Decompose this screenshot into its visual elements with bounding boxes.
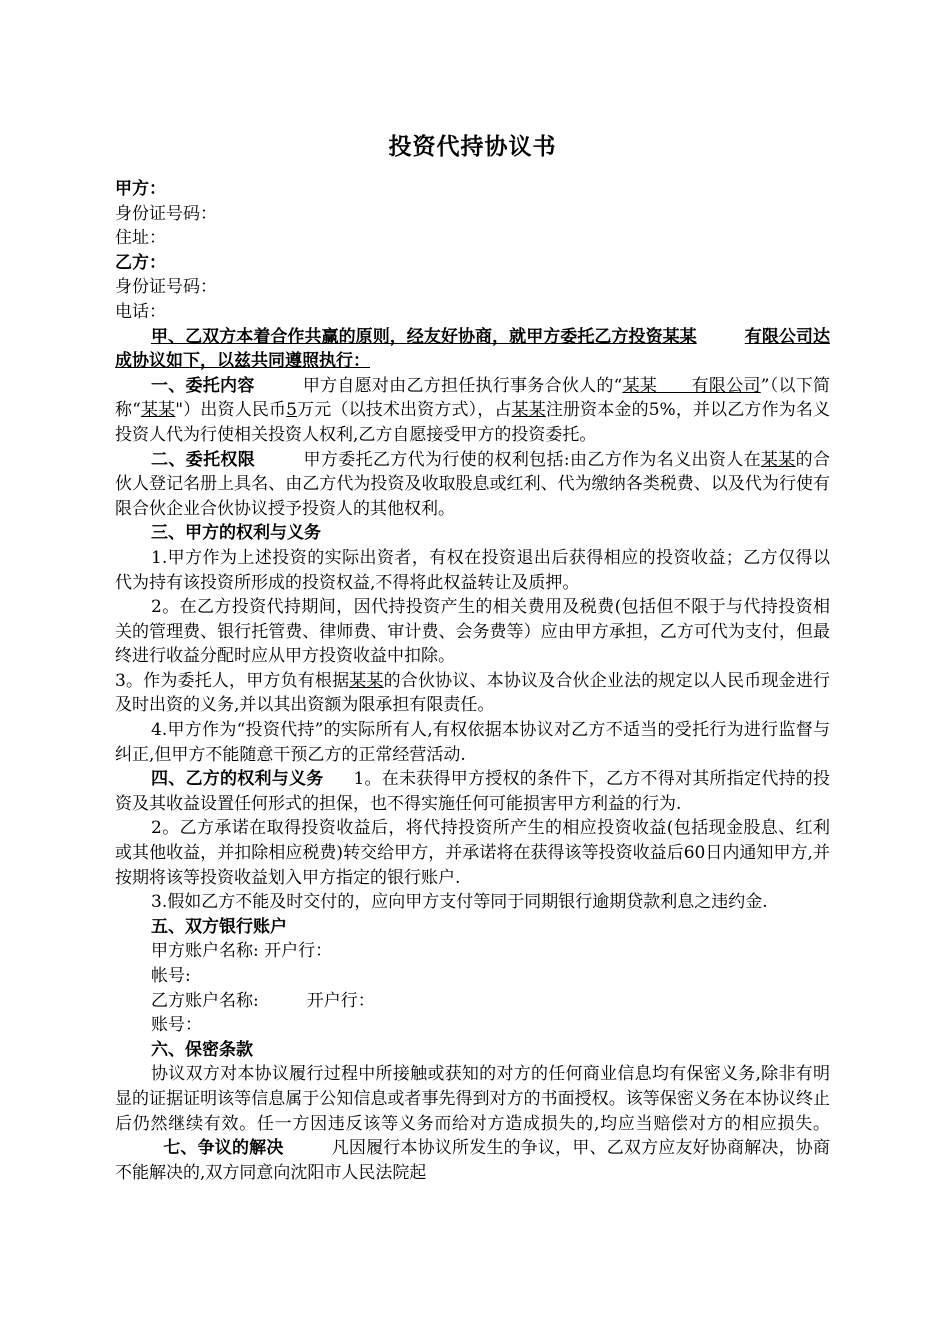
section-1-text: 注册资本金的5%，并以乙方作为名义投资人代为行使相关投资人权利,乙方自愿接受甲方的投资委托。 xyxy=(115,400,831,445)
section-3-item-3-text: 3。作为委托人，甲方负有根据 xyxy=(115,670,350,691)
party-a-account-line xyxy=(115,939,830,964)
section-1-heading: 一、委托内容 xyxy=(151,375,255,396)
party-a-bank-label: 开户行： xyxy=(264,941,333,962)
section-3-heading: 三、甲方的权利与义务 xyxy=(151,523,321,544)
party-a-id-label: 身份证号码： xyxy=(115,203,217,224)
party-b-bank-label: 开户行： xyxy=(306,990,375,1011)
document-title: 投资代持协议书 xyxy=(388,134,557,160)
section-6-and-7 xyxy=(115,1062,830,1185)
section-4 xyxy=(115,767,830,816)
company-short-name: 某某 xyxy=(511,400,546,421)
company-short-name: 某某 xyxy=(140,400,176,421)
section-1 xyxy=(115,374,830,448)
party-a-account-name-label: 甲方账户名称: xyxy=(151,941,259,962)
party-b-account-name-label: 乙方账户名称: xyxy=(151,990,259,1011)
section-3-item-3 xyxy=(115,669,830,718)
preamble-text-2: 有限公司达成协议如下，以兹共同遵照执行： xyxy=(115,326,831,372)
section-3-item-2: 2。在乙方投资代持期间，因代持投资产生的相关费用及税费(包括但不限于与代持投资相关的管理费、银行托管费、律师费、审计费、会务费等）应由甲方承担，乙方可代为支付，但最终进行收益分配时应从甲方投资收益中扣除。 xyxy=(115,597,830,667)
section-3-item-1: 1.甲方作为上述投资的实际出资者，有权在投资退出后获得相应的投资收益；乙方仅得以代为持有该投资所形成的投资权益,不得将此权益转让及质押。 xyxy=(115,547,830,593)
section-3-item-3-text: 的合伙协议、本协议及合伙企业法的规定以人民币现金进行及时出资的义务,并以其出资额为限承担有限责任。 xyxy=(115,670,830,716)
section-2 xyxy=(115,448,830,522)
section-4-heading: 四、乙方的权利与义务 xyxy=(151,769,324,790)
section-2-text: 的合伙人登记名册上具名、由乙方代为投资及收取股息或红利、代为缴纳各类税费、以及代为行使有限合伙企业合伙协议授予投资人的其他权利。 xyxy=(115,449,830,519)
section-4-item-2: 2。乙方承诺在取得投资收益后，将代持投资所产生的相应投资收益(包括现金股息、红利或其他收益，并扣除相应税费)转交给甲方，并承诺将在获得该等投资收益后60日内通知甲方,并按期将该等投资收益划入甲方指定的银行账户. xyxy=(115,818,830,888)
party-b-label: 乙方： xyxy=(115,252,166,273)
section-3-item-4: 4.甲方作为“投资代持”的实际所有人,有权依据本协议对乙方不适当的受托行为进行监督与纠正,但甲方不能随意干预乙方的正常经营活动. xyxy=(115,720,830,765)
company-name: 某某 有限公司 xyxy=(622,375,761,396)
party-a-account-number-label: 帐号: xyxy=(151,966,191,986)
section-4-item-1: 1。在未获得甲方授权的条件下，乙方不得对其所指定代持的投资及其收益设置任何形式的担保，也不得实施任何可能损害甲方利益的行为. xyxy=(115,769,830,814)
company-short-name: 某某 xyxy=(349,670,384,691)
company-short-name: 某某 xyxy=(760,449,796,470)
section-2-heading: 二、委托权限 xyxy=(151,449,256,470)
section-1-text: 万元（以技术出资方式），占 xyxy=(296,400,512,421)
section-6-heading: 六、保密条款 xyxy=(151,1039,253,1060)
preamble xyxy=(115,325,830,374)
party-b-account-line xyxy=(115,989,830,1014)
party-a-label: 甲方： xyxy=(115,179,166,199)
section-2-text: 甲方委托乙方代为行使的权利包括:由乙方作为名义出资人在 xyxy=(303,449,761,470)
investment-amount: 5 xyxy=(286,400,297,421)
section-5-heading: 五、双方银行账户 xyxy=(151,916,287,937)
section-4-item-3: 3.假如乙方不能及时交付的，应向甲方支付等同于同期银行逾期贷款利息之违约金. xyxy=(151,892,768,913)
section-7-heading: 七、争议的解决 xyxy=(163,1138,284,1159)
party-b-phone-label: 电话： xyxy=(115,301,166,322)
party-b-account-number-label: 账号： xyxy=(151,1015,202,1036)
party-a-address-label: 住址： xyxy=(115,228,166,249)
section-7-text: 凡因履行本协议所发生的争议，甲、乙双方应友好协商解决，协商不能解决的,双方同意向沈阳市人民法院起 xyxy=(115,1138,831,1183)
section-6-text: 协议双方对本协议履行过程中所接触或获知的对方的任何商业信息均有保密义务,除非有明显的证据证明该等信息属于公知信息或者事先得到对方的书面授权。该等保密义务在本协议终止后仍然继续有效。任一方因违反该等义务而给对方造成损失的,均应当赔偿对方的相应损失。 xyxy=(115,1064,830,1134)
preamble-text-1: 甲、乙双方本着合作共赢的原则，经友好协商，就甲方委托乙方投资某某 xyxy=(151,326,697,347)
party-b-id-label: 身份证号码： xyxy=(115,277,217,298)
section-1-text: "）出资人民币 xyxy=(175,400,287,421)
section-1-text: ”（以下简称“ xyxy=(115,375,830,421)
section-1-text: 甲方自愿对由乙方担任执行事务合伙人的“ xyxy=(302,375,623,396)
